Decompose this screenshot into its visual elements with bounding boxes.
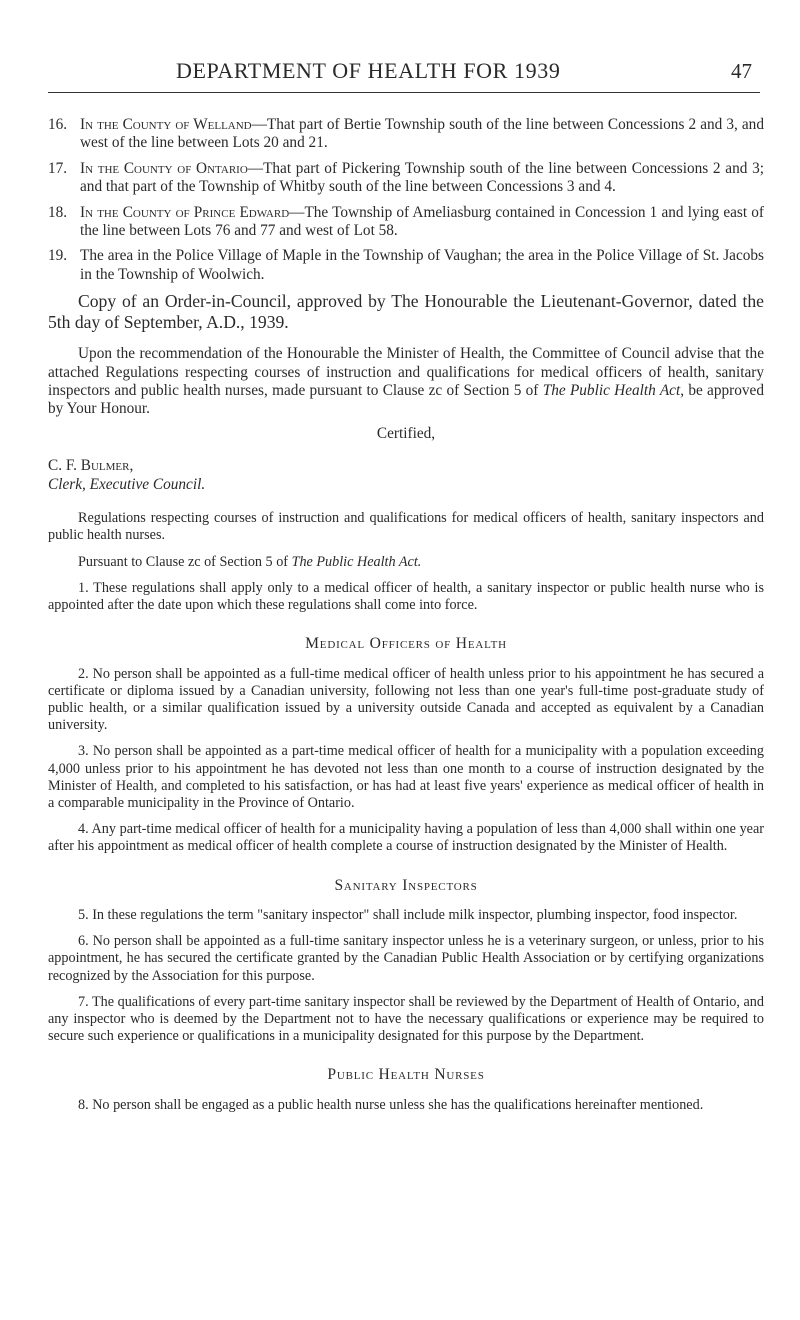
section-4: 4. Any part-time medical officer of health for a municipality having a population of less than 4,000 shall within one year after his appointment as medical officer of health complete a course of instruction designated by the Minister of Health. [48,821,764,855]
area-item: 16. In the County of Welland—That part of Bertie Township south of the line between Concessions 2 and 3, and west of the line between Lots 20 and 21. [48,116,764,152]
heading-public-health-nurses: Public Health Nurses [327,1066,485,1084]
heading-sanitary-inspectors: Sanitary Inspectors [334,876,478,894]
regulations-title: Regulations respecting courses of instruction and qualifications for medical officers of health, sanitary inspectors and public health nurses. [48,510,764,544]
page-body [48,116,764,1114]
page-header [48,58,760,92]
area-item: 19. The area in the Police Village of Maple in the Township of Vaughan; the area in the Police Village of St. Jacobs in the Township of Woolwich. [48,247,764,283]
page-number: 47 [731,59,752,83]
area-item: 17. In the County of Ontario—That part of Pickering Township south of the line between Concessions 2 and 3; and that part of the Township of Whitby south of the line between Concessions 3 and 4. [48,159,764,196]
county-name: In the County of Prince Edward [80,203,290,221]
section-5: 5. In these regulations the term "sanitary inspector" shall include milk inspector, plumbing inspector, food inspector. [78,906,738,923]
county-name: In the County of Welland [80,116,252,133]
heading-medical-officers: Medical Officers of Health [305,635,507,653]
section-1: 1. These regulations shall apply only to a medical officer of health, a sanitary inspector or public health nurse who is appointed after the date upon which these regulations shall come into force. [48,579,764,613]
county-name: In the County of Ontario [80,159,248,177]
running-title: DEPARTMENT OF HEALTH FOR 1939 [176,58,561,83]
section-7: 7. The qualifications of every part-time sanitary inspector shall be reviewed by the Department of Health of Ontario, and any inspector who is deemed by the Department not to have the necessary qualifications or experience may be required to secure such experience or qualifications in a municipality designated for this purpose by the Department. [48,993,764,1045]
section-3: 3. No person shall be appointed as a part-time medical officer of health for a municipality with a population exceeding 4,000 unless prior to his appointment he has devoted not less than one month to a course of instruction designated by the Minister of Health, and completed to his satisfaction, or has had at least five years' experience as medical officer of health in a comparable municipality in the Province of Ontario. [48,743,764,811]
section-6: 6. No person shall be appointed as a full-time sanitary inspector unless he is a veterinary surgeon, or unless, prior to his appointment, he has secured the certificate granted by the Canadian Public Health Association or by certifying organizations recognized by the Association for this purpose. [48,933,764,984]
header-rule [48,92,760,93]
order-body: Upon the recommendation of the Honourable the Minister of Health, the Committee of Council advise that the attached Regulations respecting courses of instruction and qualifications for medical officers of health, sanitary inspectors and public health nurses, made pursuant to Clause zc of Section 5 of The Public Health Act, be approved by Your Honour. [48,345,764,418]
order-in-council-title: Copy of an Order-in-Council, approved by The Honourable the Lieutenant-Governor, dated the 5th day of September, A.D., 1939. [48,291,764,333]
pursuant-line: Pursuant to Clause zc of Section 5 of The Public Health Act. [78,553,422,570]
section-8: 8. No person shall be engaged as a public health nurse unless she has the qualifications hereinafter mentioned. [78,1096,704,1113]
signatory-title: Clerk, Executive Council. [48,475,206,493]
signatory-name: C. F. Bulmer, [48,457,134,475]
area-item: 18. In the County of Prince Edward—The Township of Ameliasburg contained in Concession 1 and lying east of the line between Lots 76 and 77 and west of Lot 58. [48,203,764,240]
certified-label: Certified, [376,424,436,442]
section-2: 2. No person shall be appointed as a full-time medical officer of health unless prior to his appointment he has secured a certificate or diploma issued by a Canadian university, following not less than one year's full-time post-graduate study of public health, or a similar qualification issued by a university outside Canada and accepted as equivalent by a Canadian university. [48,665,764,734]
